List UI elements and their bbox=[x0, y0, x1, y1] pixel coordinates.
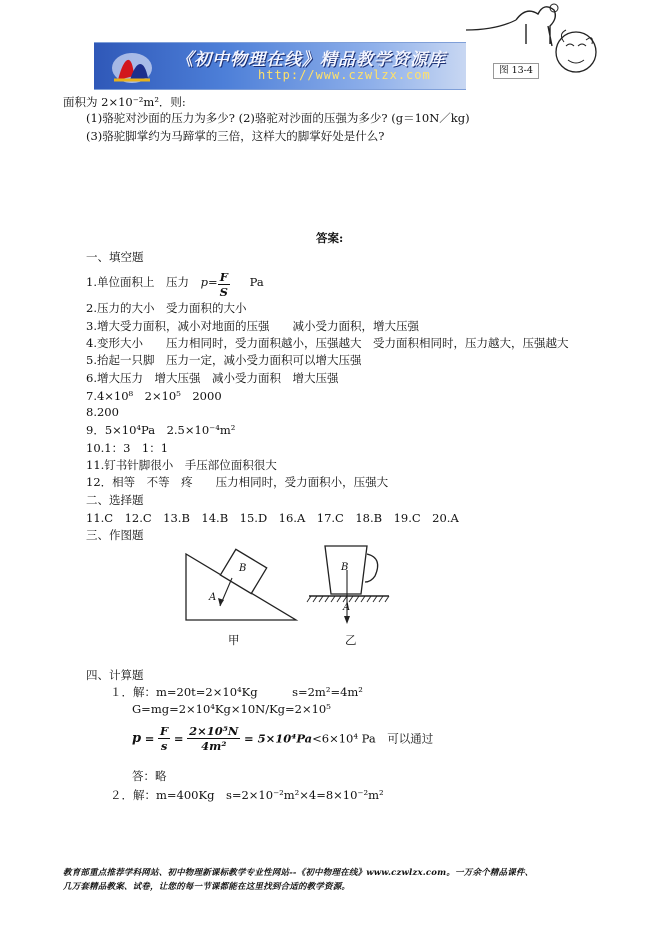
figure-label: 图 13-4 bbox=[493, 63, 539, 79]
answer-6: 6.增大压力 增大压强 减小受力面积 增大压强 bbox=[86, 371, 339, 385]
label-b-left: B bbox=[239, 563, 247, 574]
calc-1-line-2: G=mg=2×10⁴Kg×10N/Kg=2×10⁵ bbox=[132, 702, 331, 716]
calc-1-f: F bbox=[160, 724, 169, 738]
banner-title: 《初中物理在线》精品教学资源库 bbox=[176, 50, 446, 70]
calc-1-force: 2×10⁵N bbox=[189, 724, 239, 738]
answer-5: 5.抬起一只脚 压力一定，减小受力面积可以增大压强 bbox=[86, 353, 362, 367]
answer-1-denominator: S bbox=[219, 285, 228, 299]
answer-8: 8.200 bbox=[86, 405, 119, 419]
problem-question-3: (3)骆驼脚掌约为马蹄掌的三倍，这样大的脚掌好处是什么? bbox=[86, 129, 385, 143]
calc-1-fraction-values bbox=[187, 724, 240, 753]
answer-1-numerator: F bbox=[218, 270, 230, 285]
calc-1-fraction-fs bbox=[158, 724, 170, 753]
footer-line-1: 教育部重点推荐学科网站、初中物理新课标教学专业性网站--《初中物理在线》www.czwlzx.com。一万余个精品课件、 bbox=[63, 868, 534, 878]
answer-1 bbox=[86, 270, 264, 299]
problem-question-1-2: (1)骆驼对沙面的压力为多少? (2)骆驼对沙面的压强为多少? (g＝10N／kg) bbox=[86, 111, 470, 125]
label-a-right: A bbox=[343, 602, 351, 613]
calc-1-tail: <6×10⁴ Pa 可以通过 bbox=[312, 731, 434, 746]
answer-1-formula-lhs: p= bbox=[200, 275, 218, 289]
answer-12: 12．相等 不等 疼 压力相同时，受力面积小，压强大 bbox=[86, 475, 389, 489]
figure-right-caption: 乙 bbox=[345, 633, 357, 647]
section-calc-heading: 四、计算题 bbox=[86, 668, 144, 682]
answer-7: 7.4×10⁸ 2×10⁵ 2000 bbox=[86, 389, 222, 403]
answer-4: 4.变形大小 压力相同时，受力面积越小，压强越大 受力面积相同时，压力越大，压强越大 bbox=[86, 336, 569, 350]
calc-1-formula: p = $\frac{F}{s}$ = $\frac{\text{2×10⁵N}}{\text{4m²}}$ = 5×10⁴Pa<6×10⁴ Pa 可以通过 bbox=[132, 724, 434, 753]
calc-1-result: = 5×10⁴Pa bbox=[244, 731, 313, 746]
figure-incline-diagram bbox=[180, 548, 305, 628]
answer-10: 10.1：3 1：1 bbox=[86, 441, 169, 455]
answer-1-text: 1.单位面积上 压力 bbox=[86, 275, 189, 289]
banner-url[interactable]: http://www.czwlzx.com bbox=[258, 68, 431, 82]
answer-9: 9．5×10⁴Pa 2.5×10⁻⁴m² bbox=[86, 423, 236, 437]
calc-1-line-1: １．解：m=20t=2×10⁴Kg s=2m²=4m² bbox=[110, 685, 363, 699]
footer-line-2: 几万套精品教案、试卷，让您的每一节课都能在这里找到合适的教学资源。 bbox=[63, 882, 351, 892]
calc-1-note: 答：略 bbox=[132, 769, 167, 783]
calc-1-area: 4m² bbox=[201, 739, 227, 753]
calc-1-s: s bbox=[160, 739, 168, 753]
calc-1-lhs: p bbox=[132, 731, 142, 746]
section-fill-blank-heading: 一、填空题 bbox=[86, 250, 144, 264]
label-a-left: A bbox=[209, 592, 217, 603]
answers-title: 答案: bbox=[316, 231, 344, 245]
section-choice-heading: 二、选择题 bbox=[86, 493, 144, 507]
site-logo bbox=[110, 46, 154, 86]
problem-intro: 面积为 2×10⁻²m²．则: bbox=[63, 95, 186, 109]
answer-1-fraction bbox=[218, 270, 230, 299]
answer-1-unit: Pa bbox=[249, 275, 264, 289]
answer-3: 3.增大受力面积，减小对地面的压强 减小受力面积，增大压强 bbox=[86, 319, 419, 333]
calc-2-line-1: ２．解：m=400Kg s=2×10⁻²m²×4=8×10⁻²m² bbox=[110, 788, 384, 802]
section-drawing-heading: 三、作图题 bbox=[86, 528, 144, 542]
label-b-right: B bbox=[341, 562, 349, 573]
choice-answers: 11.C 12.C 13.B 14.B 15.D 16.A 17.C 18.B 19.C 20.A bbox=[86, 511, 459, 525]
figure-left-caption: 甲 bbox=[228, 633, 240, 647]
answer-2: 2.压力的大小 受力面积的大小 bbox=[86, 301, 247, 315]
answer-11: 11.钉书针脚很小 手压部位面积很大 bbox=[86, 458, 277, 472]
